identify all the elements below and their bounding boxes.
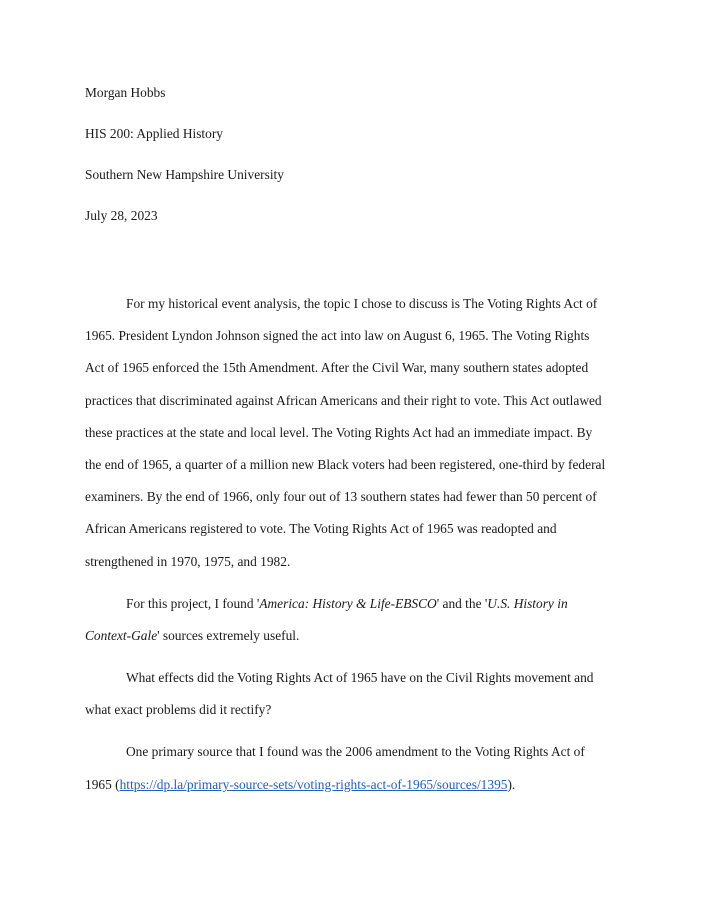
document-body (85, 288, 631, 801)
paragraph-line: What effects did the Voting Rights Act of 1965 have on the Civil Rights movement and (126, 670, 594, 686)
paragraph-line (85, 620, 631, 652)
paragraph-line: these practices at the state and local level. The Voting Rights Act had an immediate impact. By (85, 424, 593, 440)
paragraph-line (85, 588, 631, 620)
paragraph-event-analysis (85, 288, 631, 578)
paragraph-line: strengthened in 1970, 1975, and 1982. (85, 553, 291, 569)
paragraph-sources (85, 588, 631, 652)
paragraph-line: African Americans registered to vote. The Voting Rights Act of 1965 was readopted and (85, 521, 557, 537)
sources-middle: ' and the ' (436, 595, 488, 611)
paragraph-line: One primary source that I found was the 2006 amendment to the Voting Rights Act of (126, 744, 585, 760)
source-title-gale-part2: Context-Gale (85, 627, 158, 643)
primary-source-prefix: 1965 ( (85, 776, 120, 792)
course-name: HIS 200: Applied History (85, 126, 223, 141)
paragraph-line: what exact problems did it rectify? (85, 702, 272, 718)
paragraph-primary-source (85, 736, 631, 800)
sources-prefix: For this project, I found ' (126, 595, 260, 611)
paragraph-line: the end of 1965, a quarter of a million new Black voters had been registered, one-third by federal (85, 456, 606, 472)
primary-source-link[interactable]: https://dp.la/primary-source-sets/voting-rights-act-of-1965/sources/1395 (119, 776, 508, 792)
paragraph-line: examiners. By the end of 1966, only four out of 13 southern states had fewer than 50 percent of (85, 489, 597, 505)
source-title-gale-part1: U.S. History in (487, 595, 568, 611)
paragraph-gap (85, 726, 631, 736)
source-title-ebsco: America: History & Life-EBSCO (259, 595, 437, 611)
document-date: July 28, 2023 (85, 208, 158, 223)
paragraph-line (85, 769, 631, 801)
paragraph-line: For my historical event analysis, the topic I chose to discuss is The Voting Rights Act of (126, 296, 598, 311)
paragraph-line: practices that discriminated against African Americans and their right to vote. This Act outlawed (85, 392, 602, 408)
primary-source-suffix: ). (507, 776, 516, 792)
author-name: Morgan Hobbs (85, 85, 166, 100)
paragraph-line: 1965. President Lyndon Johnson signed the act into law on August 6, 1965. The Voting Rights (85, 328, 590, 344)
paragraph-gap (85, 578, 631, 588)
paragraph-research-question (85, 662, 631, 726)
sources-suffix: ' sources extremely useful. (157, 627, 300, 643)
paragraph-line: Act of 1965 enforced the 15th Amendment. After the Civil War, many southern states adopted (85, 360, 589, 376)
school-name: Southern New Hampshire University (85, 167, 284, 182)
paragraph-gap (85, 652, 631, 662)
